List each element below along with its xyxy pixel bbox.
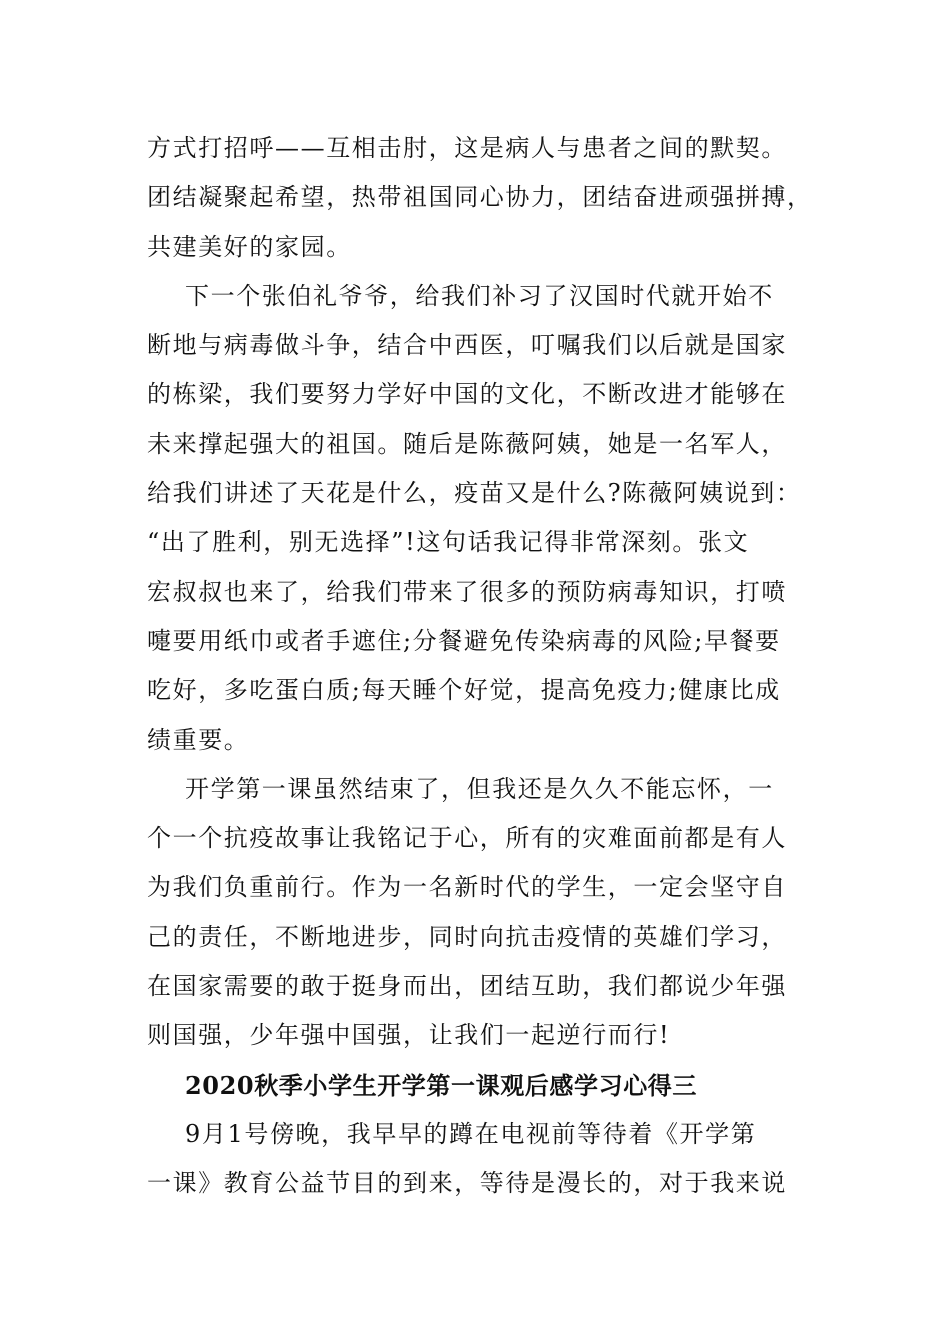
paragraph-3 [147, 765, 807, 1061]
text-line: 宏叔叔也来了，给我们带来了很多的预防病毒知识，打喷 [147, 577, 787, 606]
text-line: 下一个张伯礼爷爷，给我们补习了汉国时代就开始不 [185, 281, 774, 310]
text-line: 未来撑起强大的祖国。随后是陈薇阿姨，她是一名军人， [147, 429, 787, 458]
text-line: “出了胜利，别无选择”!这句话我记得非常深刻。张文 [147, 528, 750, 557]
text-line: 为我们负重前行。作为一名新时代的学生，一定会坚守自 [147, 873, 787, 902]
text-line: 开学第一课虽然结束了，但我还是久久不能忘怀，一 [185, 774, 774, 803]
text-line: 吃好，多吃蛋白质;每天睡个好觉，提高免疫力;健康比成 [147, 676, 781, 705]
paragraph-1 [147, 124, 813, 272]
text-line: 己的责任，不断地进步，同时向抗击疫情的英雄们学习， [147, 922, 787, 951]
text-line: 的栋梁，我们要努力学好中国的文化，不断改进才能够在 [147, 380, 787, 409]
text-line: 个一个抗疫故事让我铭记于心，所有的灾难面前都是有人 [147, 824, 787, 853]
text-line: 嚏要用纸巾或者手遮住;分餐避免传染病毒的风险;早餐要 [147, 626, 781, 655]
text-line: 绩重要。 [147, 725, 250, 754]
text-line: 9月1号傍晚，我早早的蹲在电视前等待着《开学第 [185, 1119, 757, 1148]
paragraph-2 [147, 272, 807, 765]
document-body [147, 124, 813, 1209]
text-line: 在国家需要的敢于挺身而出，团结互助，我们都说少年强 [147, 972, 787, 1001]
text-line: 给我们讲述了天花是什么，疫苗又是什么?陈薇阿姨说到： [147, 479, 802, 508]
section-heading: 2020秋季小学生开学第一课观后感学习心得三 [185, 1070, 697, 1100]
text-line: 方式打招呼——互相击肘，这是病人与患者之间的默契。 [147, 134, 787, 162]
paragraph-4 [147, 1110, 807, 1209]
text-line: 一课》教育公益节目的到来，等待是漫长的，对于我来说 [147, 1169, 787, 1198]
text-line: 共建美好的家园。 [147, 232, 352, 261]
text-line: 团结凝聚起希望，热带祖国同心协力，团结奋进顽强拼搏， [147, 183, 813, 212]
text-line: 则国强，少年强中国强，让我们一起逆行而行! [147, 1021, 671, 1050]
text-line: 断地与病毒做斗争，结合中西医，叮嘱我们以后就是国家 [147, 331, 787, 360]
